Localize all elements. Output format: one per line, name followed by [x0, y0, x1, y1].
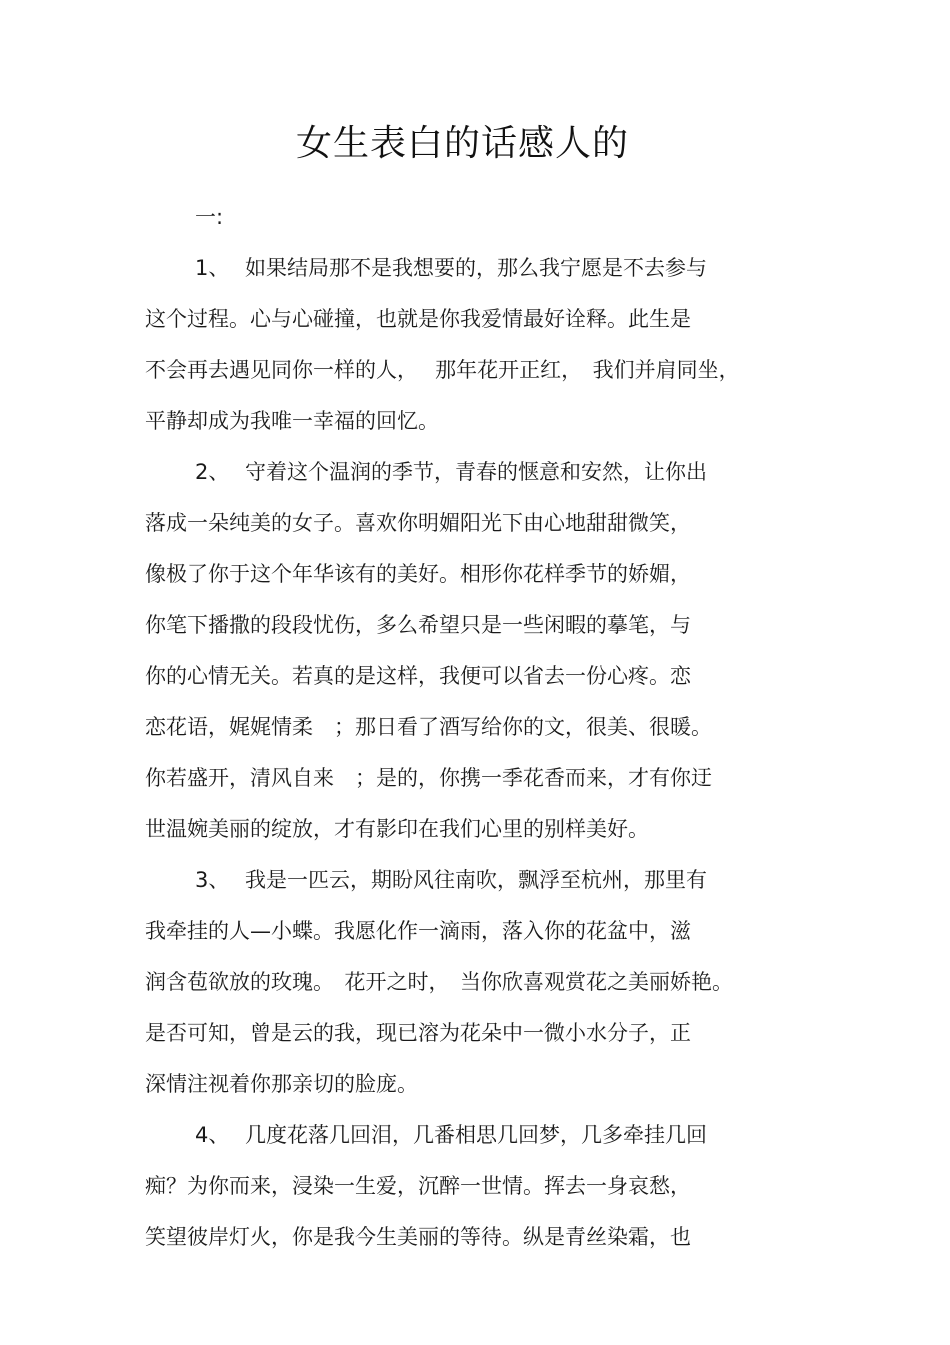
text-line	[145, 447, 805, 498]
item-number: 4、	[195, 1123, 230, 1147]
text-line	[145, 702, 805, 753]
text-line	[145, 549, 805, 600]
text-line	[145, 498, 805, 549]
item-number: 1、	[195, 256, 230, 280]
line-text: 几度花落几回泪，几番相思几回梦，几多牵挂几回	[245, 1123, 707, 1147]
line-text: 这个过程。心与心碰撞，也就是你我爱情最好诠释。此生是	[145, 307, 691, 331]
line-text: 你笔下播撒的段段忧伤，多么希望只是一些闲暇的摹笔，与	[145, 613, 691, 637]
text-line	[145, 906, 805, 957]
text-line	[145, 804, 805, 855]
line-text: 恋花语，娓娓情柔 ；那日看了酒写给你的文，很美、很暖。	[145, 715, 712, 739]
text-line	[145, 1008, 805, 1059]
line-text: 你的心情无关。若真的是这样，我便可以省去一份心疼。恋	[145, 664, 691, 688]
line-text: 深情注视着你那亲切的脸庞。	[145, 1072, 418, 1096]
document-title: 女生表白的话感人的	[295, 123, 629, 164]
line-text: 润含苞欲放的玫瑰。 花开之时， 当你欣喜观赏花之美丽娇艳。	[145, 970, 733, 994]
line-text: 一:	[195, 205, 224, 229]
text-line	[145, 294, 805, 345]
text-line	[145, 855, 805, 906]
text-line	[145, 345, 805, 396]
text-line	[145, 600, 805, 651]
line-text: 不会再去遇见同你一样的人， 那年花开正红， 我们并肩同坐，	[145, 358, 740, 382]
line-text: 守着这个温润的季节，青春的惬意和安然，让你出	[245, 460, 707, 484]
text-line	[145, 753, 805, 804]
text-line	[145, 1110, 805, 1161]
line-text: 如果结局那不是我想要的，那么我宁愿是不去参与	[245, 256, 707, 280]
text-line	[145, 396, 805, 447]
line-text: 世温婉美丽的绽放，才有影印在我们心里的别样美好。	[145, 817, 649, 841]
text-line	[145, 1212, 805, 1263]
line-text: 是否可知，曾是云的我，现已溶为花朵中一微小水分子，正	[145, 1021, 691, 1045]
line-text: 像极了你于这个年华该有的美好。相形你花样季节的娇媚，	[145, 562, 691, 586]
text-line	[145, 651, 805, 702]
line-text: 落成一朵纯美的女子。喜欢你明媚阳光下由心地甜甜微笑，	[145, 511, 691, 535]
line-text: 平静却成为我唯一幸福的回忆。	[145, 409, 439, 433]
text-line	[145, 192, 805, 243]
text-line	[145, 1161, 805, 1212]
text-line	[145, 1059, 805, 1110]
line-text: 我是一匹云，期盼风往南吹，飘浮至杭州，那里有	[245, 868, 707, 892]
document-body	[145, 192, 805, 1263]
line-text: 我牵挂的人—小蝶。我愿化作一滴雨，落入你的花盆中，滋	[145, 919, 691, 943]
line-text: 你若盛开，清风自来 ；是的，你携一季花香而来，才有你迂	[145, 766, 712, 790]
text-line	[145, 957, 805, 1008]
item-number: 3、	[195, 868, 230, 892]
item-number: 2、	[195, 460, 230, 484]
text-line	[145, 243, 805, 294]
line-text: 笑望彼岸灯火，你是我今生美丽的等待。纵是青丝染霜，也	[145, 1225, 691, 1249]
line-text: 痴？为你而来，浸染一生爱，沉醉一世情。挥去一身哀愁，	[145, 1174, 691, 1198]
